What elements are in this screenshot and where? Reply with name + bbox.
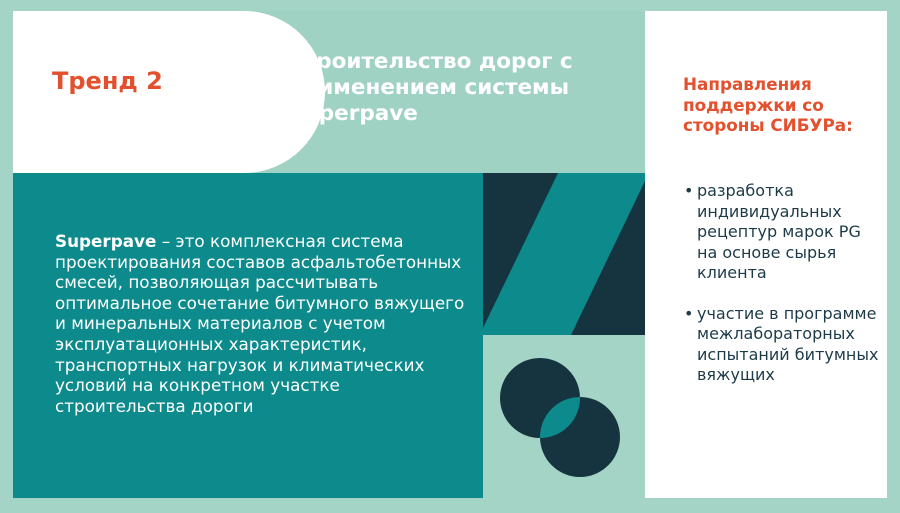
list-item — [683, 304, 883, 386]
decor-slash-block — [483, 173, 645, 335]
support-heading: Направления поддержки со стороны СИБУРа: — [683, 74, 853, 135]
decor-circles-block — [483, 335, 645, 498]
list-item-text: разработка индивидуальных рецептур марок PG на основе сырья клиента — [697, 181, 861, 282]
support-list — [683, 181, 883, 406]
bullet-icon: • — [684, 303, 694, 323]
slide-title: Строительство дорог с применением системы Superpave — [288, 49, 573, 126]
list-item — [683, 181, 883, 284]
bullet-icon: • — [684, 181, 694, 200]
decor-circles-graphic — [483, 335, 645, 498]
list-item-text: участие в программе межлабораторных испытаний битумных вяжущих — [697, 303, 879, 384]
description-text — [55, 231, 475, 416]
decor-slash-graphic — [483, 173, 645, 335]
description-body: – это комплексная система проектирования составов асфальтобетонных смесей, позволяющая рассчитывать оптимальное сочетание битумного вяжущего и минеральных материалов с учетом эксплуатационных характеристик, транспортных нагрузок и климатических условий на конкретном участке строительства дороги — [55, 231, 465, 416]
trend-label: Тренд 2 — [52, 67, 163, 95]
description-bold-term: Superpave — [55, 231, 157, 251]
